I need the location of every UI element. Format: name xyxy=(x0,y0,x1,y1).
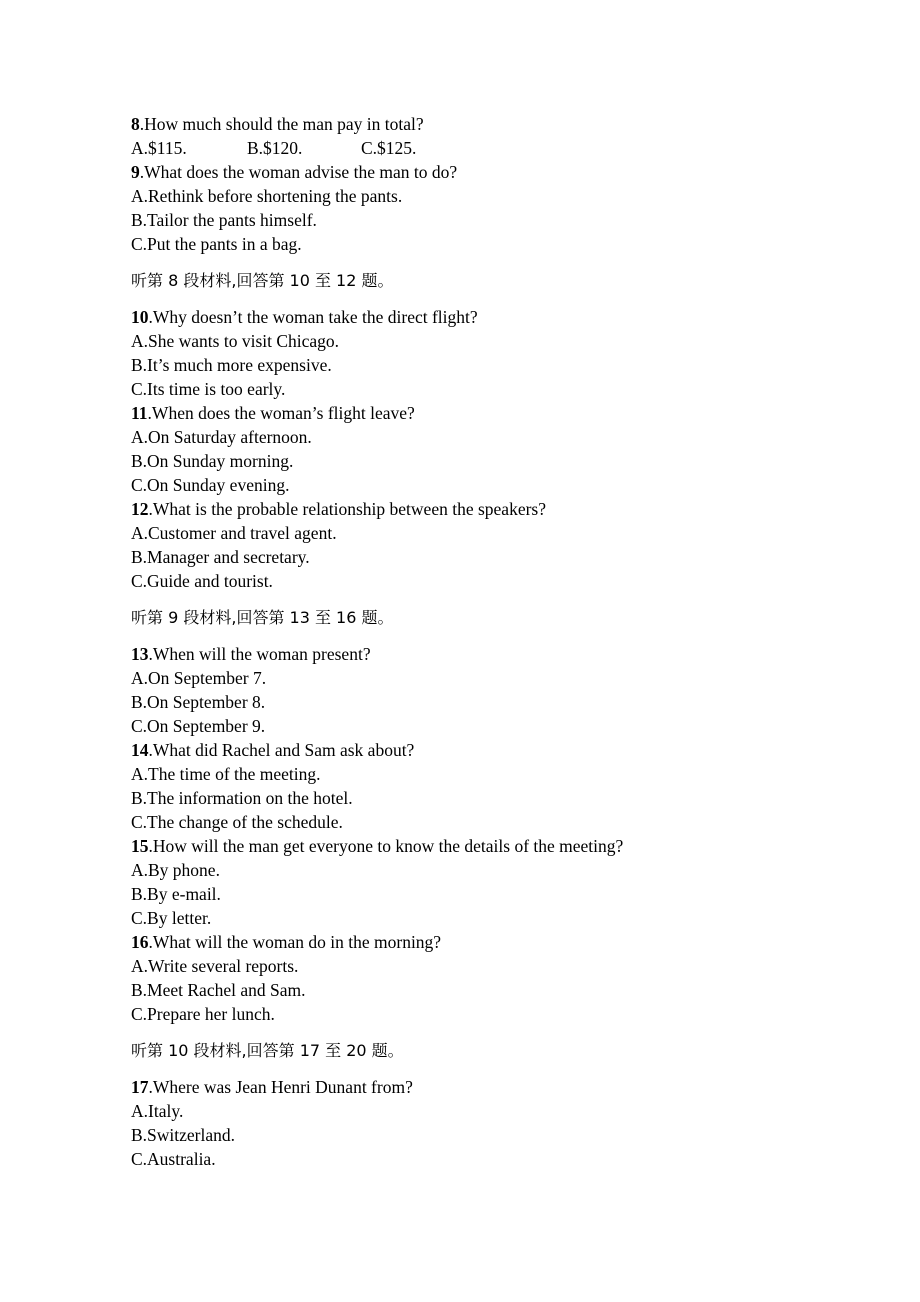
question-text: .What is the probable relationship between the speakers? xyxy=(148,499,546,519)
question-number: 12 xyxy=(131,499,149,519)
question-11 xyxy=(131,401,831,425)
option-a: A.$115. xyxy=(131,138,187,158)
option-b: B.On September 8. xyxy=(131,692,266,712)
question-text: .What will the woman do in the morning? xyxy=(148,932,442,952)
question-text: .Why doesn’t the woman take the direct flight? xyxy=(148,307,478,327)
option-a: A.The time of the meeting. xyxy=(131,764,321,784)
question-16 xyxy=(131,930,831,954)
question-number: 9 xyxy=(131,162,140,182)
option-a: A.On September 7. xyxy=(131,668,267,688)
option-b: B.The information on the hotel. xyxy=(131,788,353,808)
question-10 xyxy=(131,305,831,329)
question-number: 15 xyxy=(131,836,149,856)
option-c: C.Put the pants in a bag. xyxy=(131,234,302,254)
option-a: A.Write several reports. xyxy=(131,956,299,976)
question-text: .What does the woman advise the man to do? xyxy=(139,162,458,182)
question-text: .How will the man get everyone to know the details of the meeting? xyxy=(148,836,624,856)
question-number: 16 xyxy=(131,932,149,952)
question-12 xyxy=(131,497,831,521)
option-c: C.On Sunday evening. xyxy=(131,475,290,495)
question-number: 14 xyxy=(131,740,149,760)
question-text: .What did Rachel and Sam ask about? xyxy=(148,740,415,760)
option-b: B.By e-mail. xyxy=(131,884,221,904)
option-c: C.The change of the schedule. xyxy=(131,812,343,832)
document-page xyxy=(131,112,831,1171)
option-a: A.Customer and travel agent. xyxy=(131,523,337,543)
option-c: C.Its time is too early. xyxy=(131,379,286,399)
question-number: 8 xyxy=(131,114,140,134)
options-row xyxy=(131,136,831,160)
option-b: B.Meet Rachel and Sam. xyxy=(131,980,306,1000)
option-b: B.Switzerland. xyxy=(131,1125,236,1145)
option-a: A.Rethink before shortening the pants. xyxy=(131,186,403,206)
option-b: B.It’s much more expensive. xyxy=(131,355,332,375)
option-c: C.By letter. xyxy=(131,908,212,928)
question-text: .Where was Jean Henri Dunant from? xyxy=(148,1077,413,1097)
option-c: C.Guide and tourist. xyxy=(131,571,273,591)
question-text: .When does the woman’s flight leave? xyxy=(147,403,415,423)
section-heading: 听第 10 段材料,回答第 17 至 20 题。 xyxy=(131,1041,404,1060)
option-c: C.Australia. xyxy=(131,1149,216,1169)
section-heading: 听第 9 段材料,回答第 13 至 16 题。 xyxy=(131,608,394,627)
question-number: 11 xyxy=(131,403,148,423)
option-a: A.On Saturday afternoon. xyxy=(131,427,312,447)
question-14 xyxy=(131,738,831,762)
section-heading: 听第 8 段材料,回答第 10 至 12 题。 xyxy=(131,271,394,290)
question-17 xyxy=(131,1075,831,1099)
question-number: 17 xyxy=(131,1077,149,1097)
option-a: A.Italy. xyxy=(131,1101,184,1121)
question-8 xyxy=(131,112,831,136)
option-a: A.She wants to visit Chicago. xyxy=(131,331,340,351)
option-b: B.$120. xyxy=(247,138,303,158)
question-text: .How much should the man pay in total? xyxy=(139,114,424,134)
question-9 xyxy=(131,160,831,184)
option-c: C.On September 9. xyxy=(131,716,266,736)
option-b: B.Tailor the pants himself. xyxy=(131,210,317,230)
question-number: 13 xyxy=(131,644,149,664)
option-b: B.On Sunday morning. xyxy=(131,451,294,471)
question-number: 10 xyxy=(131,307,149,327)
question-text: .When will the woman present? xyxy=(148,644,371,664)
option-c: C.Prepare her lunch. xyxy=(131,1004,275,1024)
option-b: B.Manager and secretary. xyxy=(131,547,310,567)
question-15 xyxy=(131,834,831,858)
question-13 xyxy=(131,642,831,666)
option-c: C.$125. xyxy=(361,138,417,158)
option-a: A.By phone. xyxy=(131,860,220,880)
